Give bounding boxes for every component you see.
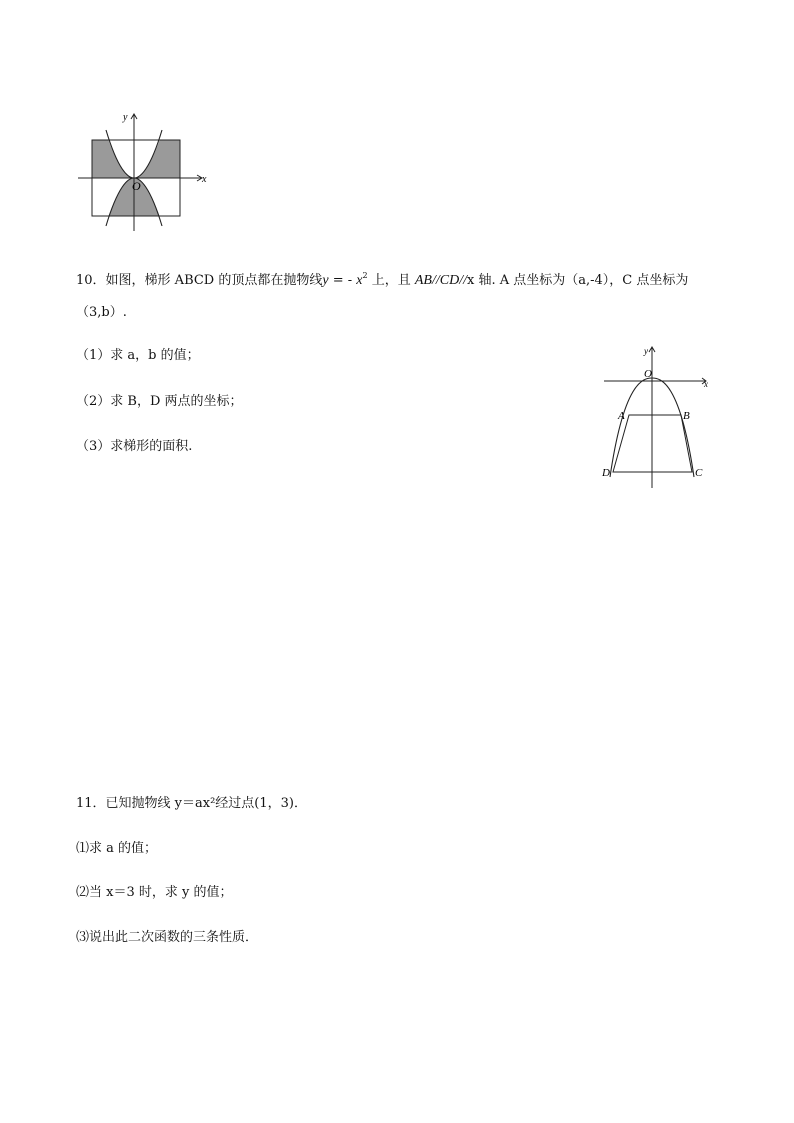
origin-label: O	[132, 179, 141, 193]
origin-label: O	[644, 368, 652, 380]
x-axis-label: x	[202, 174, 207, 185]
point-c-label: C	[695, 467, 703, 479]
q10-stem-line2: （3,b）.	[76, 305, 127, 320]
q11-part-1: ⑴求 a 的值；	[76, 841, 158, 856]
q10-stem-line1: 10．如图，梯形 ABCD 的顶点都在抛物线y = - $x^2$ 上，且 AB//CD//x 轴. A 点坐标为（a,-4），C 点坐标为	[76, 271, 689, 288]
point-b-label: B	[683, 410, 690, 422]
x-axis-label: x	[704, 379, 708, 389]
q11-part-2: ⑵当 x＝3 时，求 y 的值；	[76, 885, 233, 900]
y-axis-label: y	[644, 346, 648, 356]
parabola-shading-figure	[76, 108, 216, 233]
y-axis-label: y	[123, 112, 128, 123]
trapezoid-parabola-figure	[598, 342, 716, 492]
q10-part-1: （1）求 a，b 的值；	[76, 348, 200, 363]
point-a-label: A	[618, 410, 625, 422]
q11-stem: 11．已知抛物线 y＝ax²经过点(1，3)．	[76, 796, 307, 811]
point-d-label: D	[602, 467, 610, 479]
q11-part-3: ⑶说出此二次函数的三条性质．	[76, 930, 259, 945]
q10-part-2: （2）求 B，D 两点的坐标；	[76, 394, 243, 409]
q10-part-3: （3）求梯形的面积.	[76, 439, 193, 454]
